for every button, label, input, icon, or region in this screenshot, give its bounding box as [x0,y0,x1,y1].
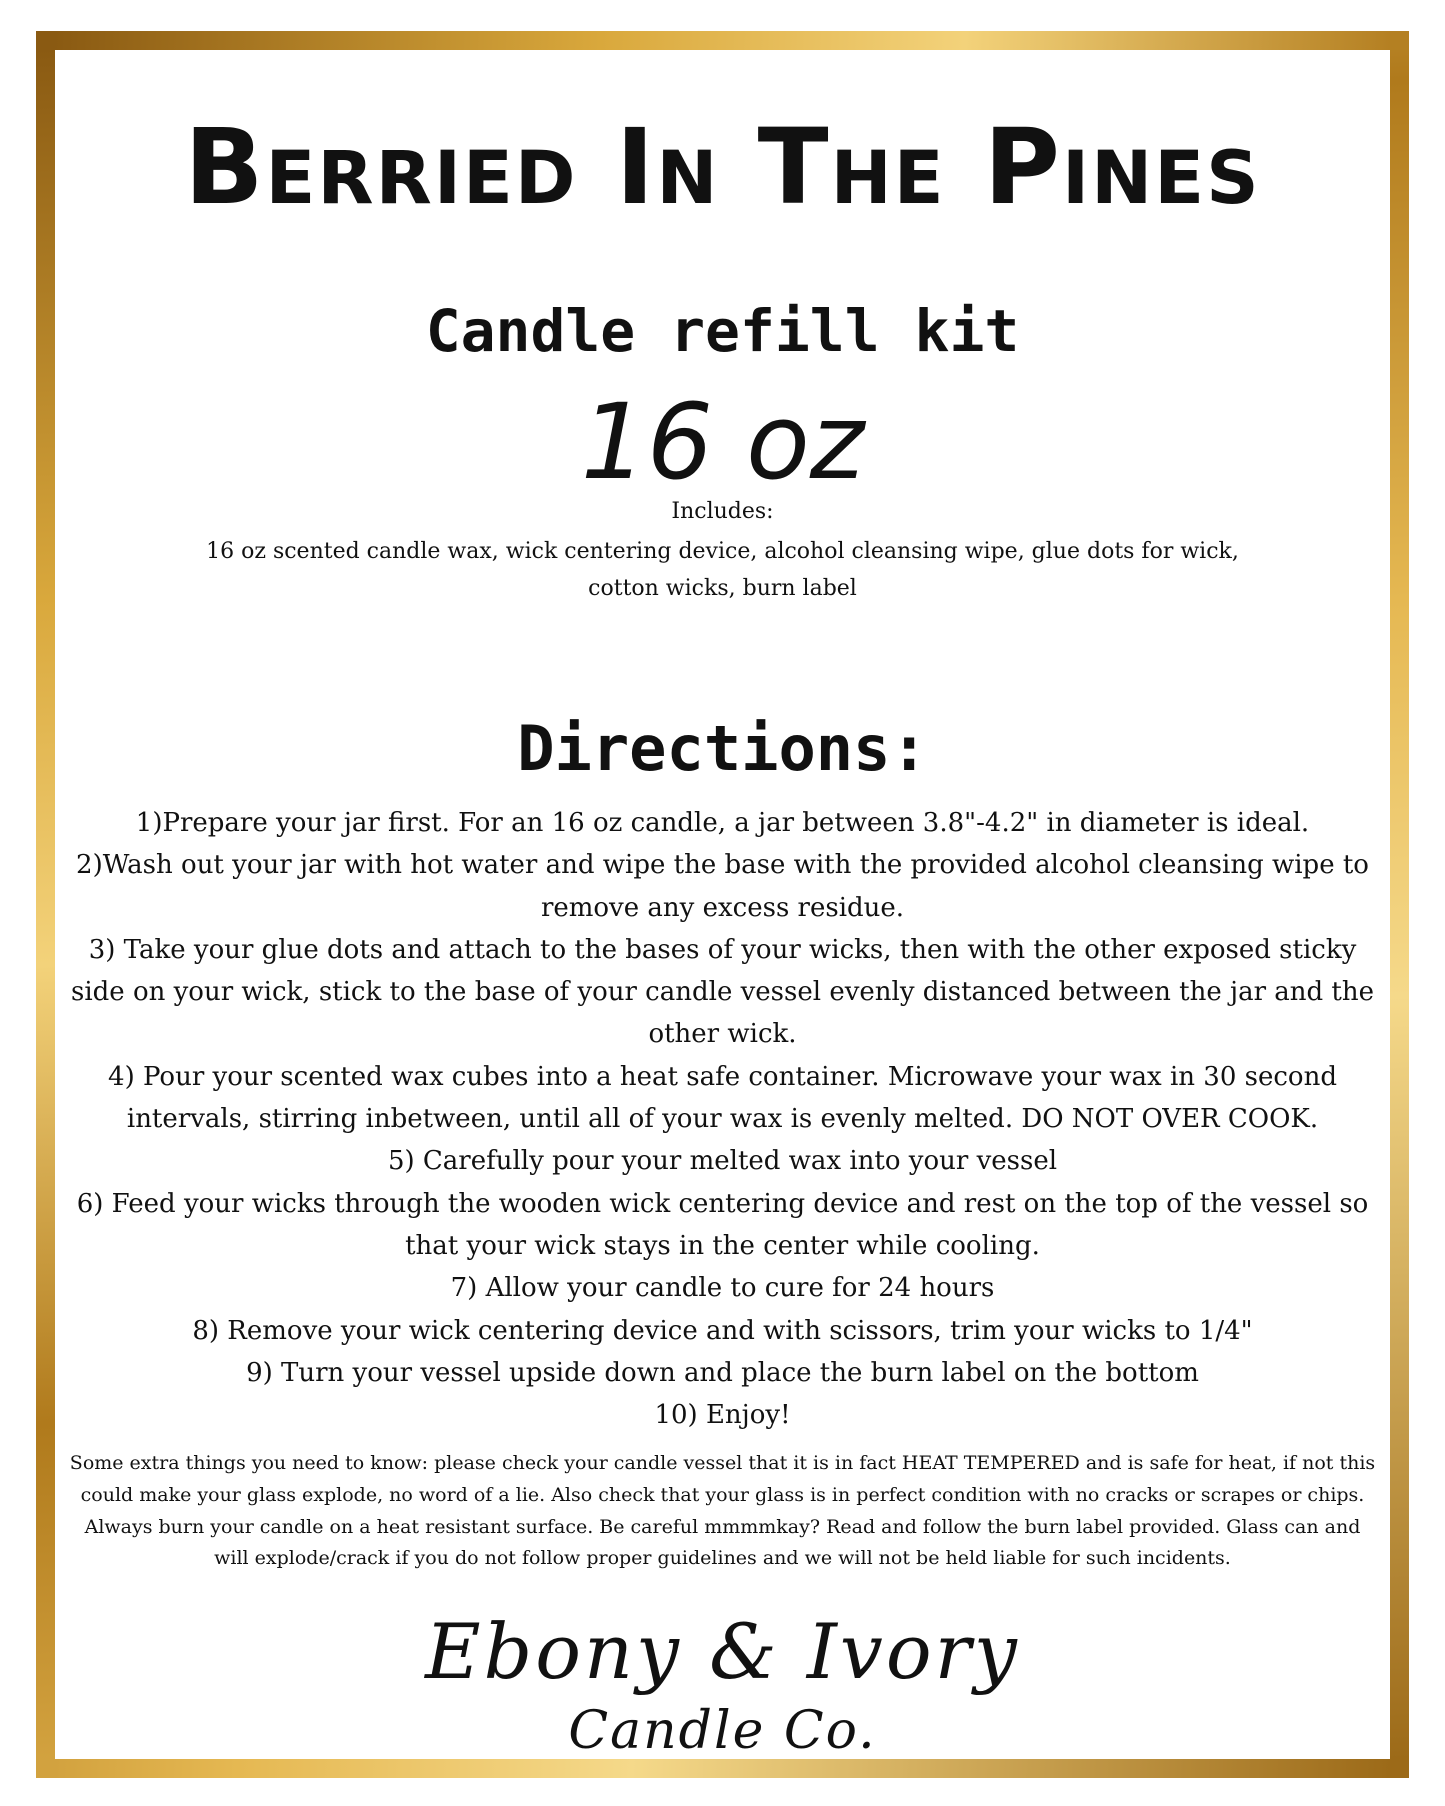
direction-step: 5) Carefully pour your melted wax into your vessel [387,1146,1058,1177]
direction-step: 10) Enjoy! [654,1400,791,1431]
direction-step: 1)Prepare your jar first. For an 16 oz candle, a jar between 3.8"-4.2" in diameter is ideal. [135,808,1310,838]
directions-heading: Directions: [517,712,928,785]
safety-notes: Some extra things you need to know: please check your candle vessel that it is in fact HEAT TEMPERED and is safe for heat, if not this could make your glass explode, no word of a lie. Also check that your glass is in perfect condition with no cracks or scrapes or chips. Always burn your candle on a heat resistant surface. Be careful mmmmkay? Read and follow the burn label provided. Glass can and will explode/crack if you do not follow proper guidelines and we will not be held liable for such incidents. [69,1452,1376,1570]
document-page [55,50,1390,1759]
brand-logo [55,1607,1390,1762]
direction-step: 7) Allow your candle to cure for 24 hours [450,1273,995,1304]
direction-step: 9) Turn your vessel upside down and place the burn label on the bottom [246,1357,1199,1388]
brand-tagline: Candle Co. [568,1700,877,1761]
directions-list [55,802,1390,1436]
includes-heading: Includes: [671,499,774,524]
page-subtitle: Candle refill kit [425,297,1020,365]
direction-step: 3) Take your glue dots and attach to the bases of your wicks, then with the other exposed sticky side on your wick, stick to the base of your candle vessel evenly distanced between the jar and the other wick. [71,934,1374,1050]
kit-size: 16 oz [580,381,865,503]
direction-step: 4) Pour your scented wax cubes into a heat safe container. Microwave your wax in 30 second intervals, stirring inbetween, until all of your wax is evenly melted. DO NOT OVER COOK. [108,1061,1337,1135]
direction-step: 2)Wash out your jar with hot water and wipe the base with the provided alcohol cleansing wipe to remove any excess residue. [76,850,1369,923]
direction-step: 8) Remove your wick centering device and with scissors, trim your wicks to 1/4" [192,1315,1253,1346]
brand-name: Ebony & Ivory [425,1607,1020,1696]
page-title: Berried In The Pines [184,106,1261,228]
includes-text: 16 oz scented candle wax, wick centering device, alcohol cleansing wipe, glue dots for wick, cotton wicks, burn label [206,539,1239,601]
direction-step: 6) Feed your wicks through the wooden wick centering device and rest on the top of the vessel so that your wick stays in the center while cooling. [76,1188,1369,1261]
